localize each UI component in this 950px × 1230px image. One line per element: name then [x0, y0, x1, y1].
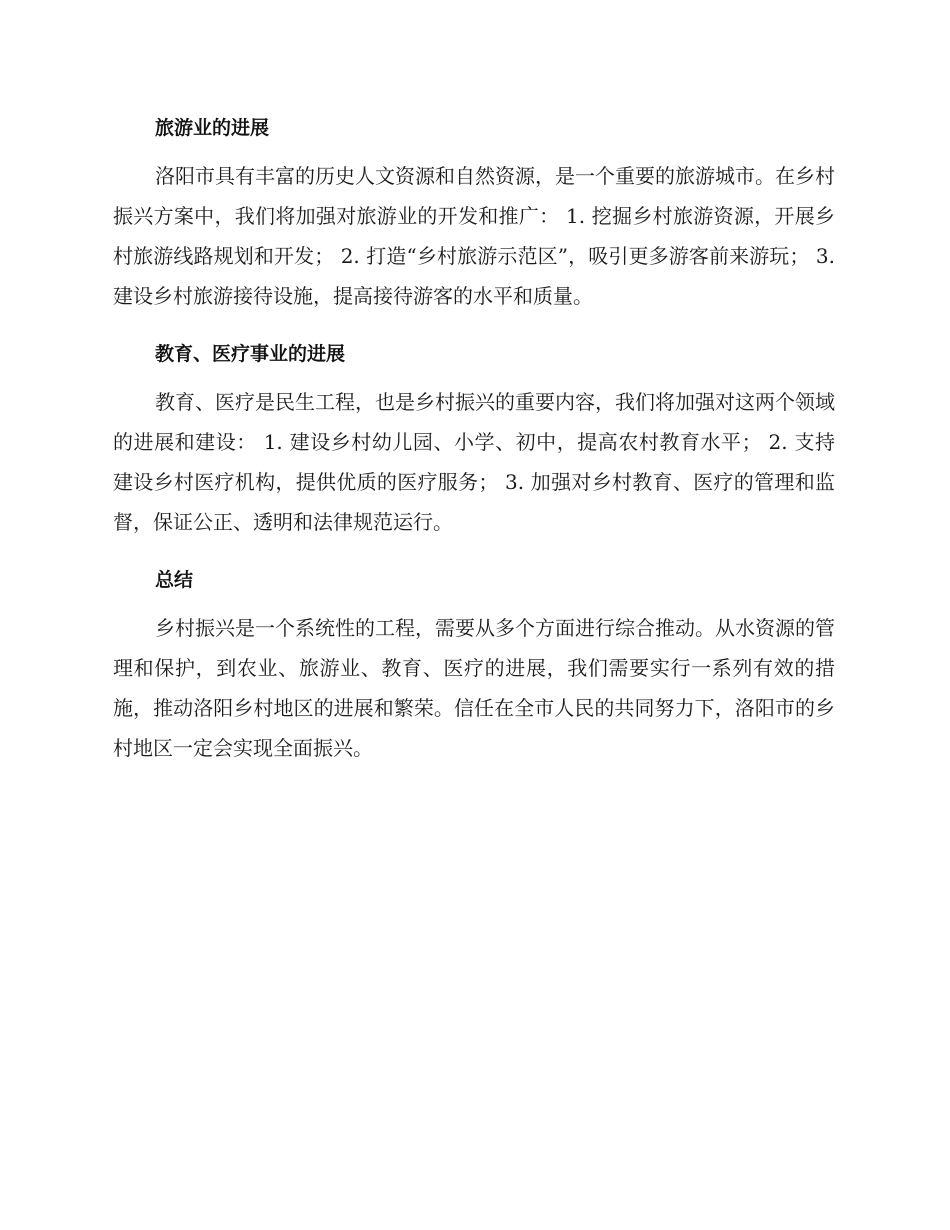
section-tourism [113, 108, 835, 316]
section-paragraph: 洛阳市具有丰富的历史人文资源和自然资源，是一个重要的旅游城市。在乡村振兴方案中，我们将加强对旅游业的开发和推广： 1. 挖掘乡村旅游资源，开展乡村旅游线路规划和开发； 2. 打造“乡村旅游示范区”，吸引更多游客前来游玩； 3. 建设乡村旅游接待设施，提高接待游客的水平和质量。 [113, 164, 835, 308]
section-heading: 总结 [155, 569, 194, 591]
section-summary [113, 560, 835, 768]
section-heading: 教育、医疗事业的进展 [155, 343, 346, 365]
section-heading: 旅游业的进展 [155, 117, 270, 139]
section-paragraph: 乡村振兴是一个系统性的工程，需要从多个方面进行综合推动。从水资源的管理和保护，到农业、旅游业、教育、医疗的进展，我们需要实行一系列有效的措施，推动洛阳乡村地区的进展和繁荣。信任在全市人民的共同努力下，洛阳市的乡村地区一定会实现全面振兴。 [113, 616, 835, 760]
section-paragraph: 教育、医疗是民生工程，也是乡村振兴的重要内容，我们将加强对这两个领域的进展和建设： 1. 建设乡村幼儿园、小学、初中，提高农村教育水平； 2. 支持建设乡村医疗机构，提供优质的医疗服务； 3. 加强对乡村教育、医疗的管理和监督，保证公正、透明和法律规范运行。 [113, 390, 835, 534]
document-content [113, 108, 835, 786]
section-education-medical [113, 334, 835, 542]
